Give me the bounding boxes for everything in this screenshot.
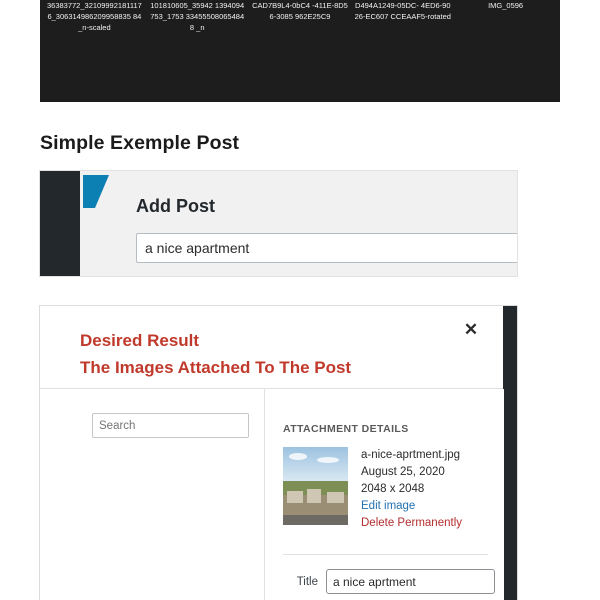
modal-right-strip (503, 306, 517, 600)
admin-sidebar (40, 171, 80, 276)
filmstrip-item[interactable]: 36383772_321099921811176_306314986209958835 84_n-scaled (46, 1, 142, 32)
attachment-title-row (283, 569, 495, 594)
attachment-filename: a-nice-aprtment.jpg (361, 449, 461, 461)
annotation-title-secondary: The Images Attached To The Post (80, 358, 352, 377)
divider (283, 554, 488, 555)
attachment-dimensions: 2048 x 2048 (361, 483, 425, 495)
edit-image-link[interactable]: Edit image (361, 500, 416, 512)
thumbnail-cloud (317, 457, 339, 463)
post-title-input[interactable] (136, 233, 517, 263)
add-post-panel (40, 171, 517, 276)
attachment-date: August 25, 2020 (361, 466, 445, 478)
attachment-details-heading: ATTACHMENT DETAILS (283, 423, 409, 435)
filmstrip-item[interactable]: 101810605_35942 1394094753_1753 334555080654848 _n (150, 1, 245, 32)
media-filmstrip (40, 0, 560, 102)
thumbnail-sky (283, 447, 348, 481)
filmstrip-item[interactable]: D494A1249-05DC- 4ED6-9026-EC607 CCEAAF5-rotated (354, 1, 451, 21)
delete-permanently-link[interactable]: Delete Permanently (361, 517, 462, 529)
attachment-title-label: Title (296, 575, 318, 588)
filmstrip-row (40, 0, 560, 33)
attachment-title-input[interactable] (326, 569, 495, 594)
thumbnail-building (327, 492, 344, 503)
filmstrip-item[interactable]: IMG_0596 (488, 1, 524, 10)
search-input[interactable] (92, 413, 249, 438)
thumbnail-road (283, 515, 348, 525)
annotation-title-primary: Desired Result (80, 331, 200, 350)
attachment-meta (361, 447, 496, 532)
thumbnail-building (307, 489, 321, 503)
page-title: Simple Exemple Post (40, 132, 240, 154)
attachment-thumbnail[interactable] (283, 447, 348, 525)
thumbnail-cloud (289, 453, 307, 460)
close-icon[interactable]: ✕ (463, 320, 479, 339)
media-modal (40, 306, 517, 600)
filmstrip-item[interactable]: CAD7B9L4-0bC4 -411E-8D56-3085 962E25C9 (252, 1, 348, 21)
attachment-details-pane (264, 389, 504, 600)
add-post-title: Add Post (136, 196, 215, 216)
media-modal-body (40, 389, 503, 600)
thumbnail-building (287, 491, 303, 503)
